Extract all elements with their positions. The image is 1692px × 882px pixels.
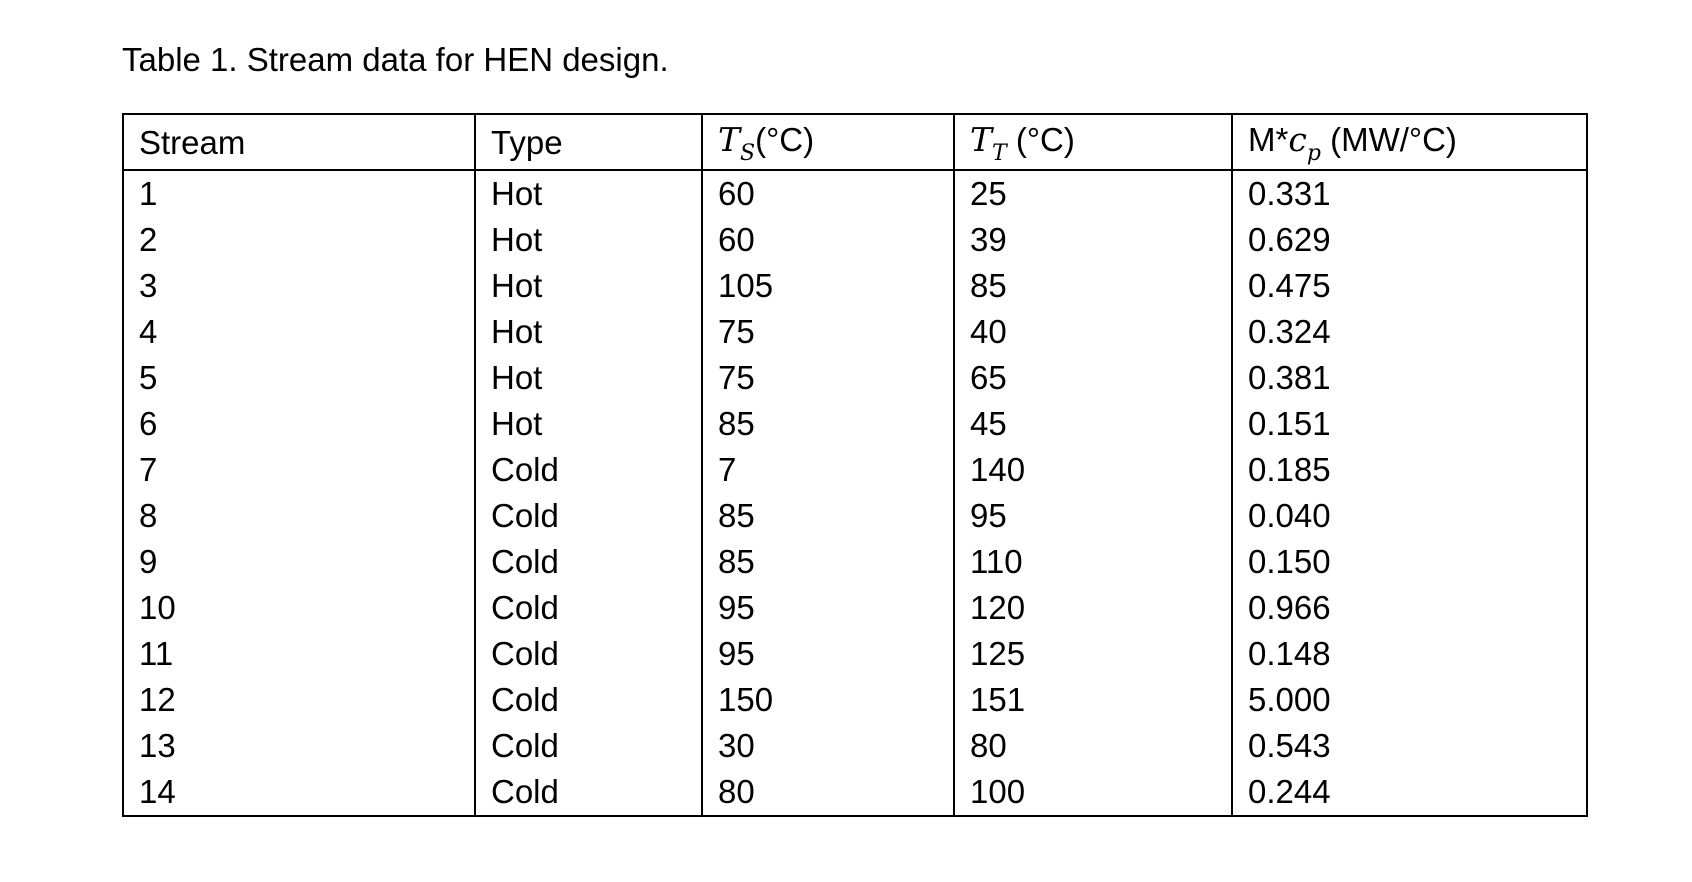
tt-symbol: T (970, 120, 993, 159)
cell-ts: 105 (702, 263, 954, 309)
tt-unit: (°C) (1006, 121, 1075, 158)
table-header-row (123, 114, 1587, 170)
mcp-symbol: c (1288, 120, 1307, 159)
cell-type: Cold (475, 677, 702, 723)
table-row (123, 309, 1587, 355)
cell-stream: 11 (123, 631, 475, 677)
table-row (123, 217, 1587, 263)
cell-type: Cold (475, 631, 702, 677)
cell-mcp: 0.324 (1232, 309, 1587, 355)
ts-subscript: S (740, 141, 756, 166)
table-row (123, 539, 1587, 585)
cell-tt: 45 (954, 401, 1232, 447)
cell-mcp: 0.543 (1232, 723, 1587, 769)
header-supply-temperature (702, 114, 954, 170)
mcp-unit: (MW/°C) (1320, 121, 1457, 158)
cell-ts: 85 (702, 401, 954, 447)
table-row (123, 355, 1587, 401)
table-row (123, 493, 1587, 539)
cell-ts: 60 (702, 170, 954, 217)
mcp-prefix: M* (1248, 121, 1289, 158)
cell-type: Cold (475, 493, 702, 539)
cell-ts: 75 (702, 309, 954, 355)
cell-mcp: 0.331 (1232, 170, 1587, 217)
cell-mcp: 0.150 (1232, 539, 1587, 585)
cell-tt: 120 (954, 585, 1232, 631)
cell-ts: 75 (702, 355, 954, 401)
cell-ts: 95 (702, 585, 954, 631)
cell-ts: 30 (702, 723, 954, 769)
cell-tt: 85 (954, 263, 1232, 309)
cell-stream: 8 (123, 493, 475, 539)
cell-ts: 80 (702, 769, 954, 816)
table-row (123, 585, 1587, 631)
cell-stream: 6 (123, 401, 475, 447)
mcp-subscript: p (1306, 141, 1321, 166)
cell-tt: 100 (954, 769, 1232, 816)
cell-stream: 14 (123, 769, 475, 816)
cell-mcp: 0.381 (1232, 355, 1587, 401)
cell-mcp: 0.629 (1232, 217, 1587, 263)
cell-mcp: 0.151 (1232, 401, 1587, 447)
cell-type: Cold (475, 723, 702, 769)
cell-mcp: 0.475 (1232, 263, 1587, 309)
cell-type: Cold (475, 447, 702, 493)
cell-mcp: 5.000 (1232, 677, 1587, 723)
stream-data-table (122, 113, 1588, 817)
cell-tt: 151 (954, 677, 1232, 723)
table-row (123, 170, 1587, 217)
cell-stream: 4 (123, 309, 475, 355)
cell-type: Cold (475, 539, 702, 585)
cell-stream: 9 (123, 539, 475, 585)
cell-tt: 80 (954, 723, 1232, 769)
cell-ts: 150 (702, 677, 954, 723)
header-type: Type (475, 114, 702, 170)
cell-tt: 125 (954, 631, 1232, 677)
cell-type: Hot (475, 217, 702, 263)
cell-type: Hot (475, 263, 702, 309)
cell-tt: 110 (954, 539, 1232, 585)
cell-tt: 95 (954, 493, 1232, 539)
table-row (123, 769, 1587, 816)
cell-ts: 85 (702, 493, 954, 539)
table-row (123, 677, 1587, 723)
cell-tt: 40 (954, 309, 1232, 355)
cell-tt: 39 (954, 217, 1232, 263)
cell-mcp: 0.244 (1232, 769, 1587, 816)
cell-type: Cold (475, 769, 702, 816)
cell-ts: 60 (702, 217, 954, 263)
table-row (123, 263, 1587, 309)
cell-stream: 3 (123, 263, 475, 309)
cell-tt: 140 (954, 447, 1232, 493)
cell-ts: 7 (702, 447, 954, 493)
cell-stream: 10 (123, 585, 475, 631)
cell-stream: 12 (123, 677, 475, 723)
cell-tt: 65 (954, 355, 1232, 401)
cell-ts: 85 (702, 539, 954, 585)
cell-mcp: 0.966 (1232, 585, 1587, 631)
table-row (123, 631, 1587, 677)
cell-mcp: 0.040 (1232, 493, 1587, 539)
cell-stream: 7 (123, 447, 475, 493)
cell-stream: 13 (123, 723, 475, 769)
ts-symbol: T (718, 120, 741, 159)
cell-stream: 5 (123, 355, 475, 401)
tt-subscript: T (992, 141, 1007, 166)
cell-type: Hot (475, 170, 702, 217)
cell-type: Cold (475, 585, 702, 631)
cell-mcp: 0.148 (1232, 631, 1587, 677)
table-row (123, 447, 1587, 493)
cell-type: Hot (475, 401, 702, 447)
cell-type: Hot (475, 309, 702, 355)
cell-type: Hot (475, 355, 702, 401)
table-caption: Table 1. Stream data for HEN design. (122, 41, 669, 78)
ts-unit: (°C) (755, 121, 815, 158)
table-row (123, 401, 1587, 447)
cell-stream: 1 (123, 170, 475, 217)
cell-mcp: 0.185 (1232, 447, 1587, 493)
table-row (123, 723, 1587, 769)
cell-tt: 25 (954, 170, 1232, 217)
header-target-temperature (954, 114, 1232, 170)
cell-stream: 2 (123, 217, 475, 263)
header-heat-capacity-flowrate (1232, 114, 1587, 170)
cell-ts: 95 (702, 631, 954, 677)
header-stream: Stream (123, 114, 475, 170)
